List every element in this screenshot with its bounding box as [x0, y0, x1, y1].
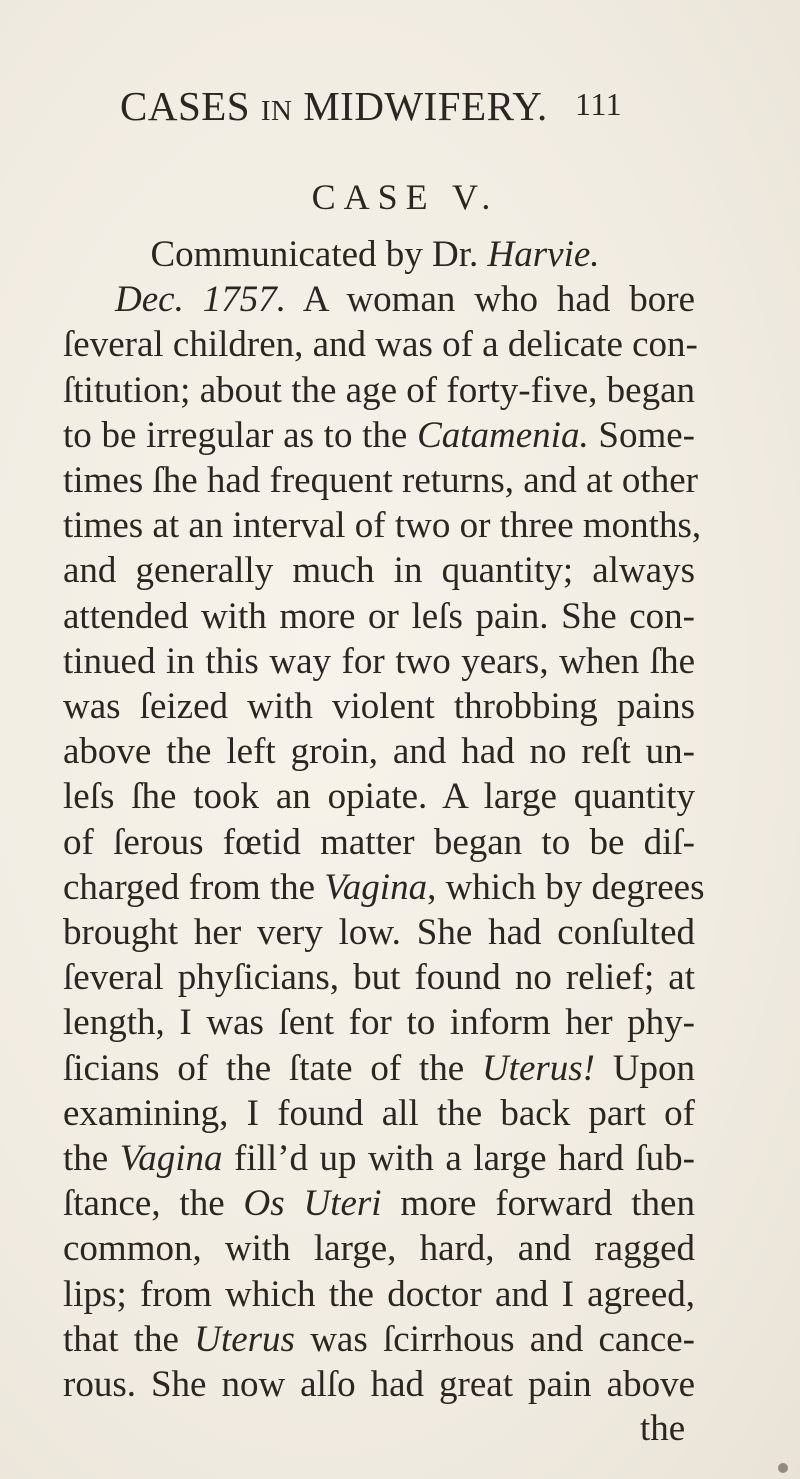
body-line-6: times at an interval of two or three months,	[63, 505, 702, 547]
page-number: 111	[575, 86, 623, 122]
body-line-9: tinued in this way for two years, when ſhe	[63, 640, 695, 682]
italic-term: Os Uteri	[243, 1183, 382, 1225]
body-line-1	[115, 277, 695, 323]
body-line-11: above the left groin, and had no reſt un-	[63, 731, 695, 773]
case-heading: CASE V.	[311, 177, 499, 217]
body-line-5: times ſhe had frequent returns, and at other	[63, 460, 698, 501]
italic-term: Uterus!	[481, 1047, 595, 1089]
entry-date: Dec. 1757.	[115, 279, 286, 321]
body-line-3: ſtitution; about the age of forty-five, began	[63, 369, 695, 411]
body-line-24	[63, 1317, 695, 1363]
line-text: , which by degrees	[427, 866, 705, 908]
italic-term: Vagina	[119, 1138, 223, 1179]
body-line-4	[63, 413, 695, 459]
body-line-22: common, with large, hard, and ragged	[63, 1228, 695, 1270]
line-text: ſtance, the	[63, 1183, 244, 1225]
header-in: IN	[260, 95, 293, 127]
header-cases: CASES	[120, 83, 251, 129]
body-line-18	[63, 1046, 695, 1092]
italic-term: Catamenia.	[417, 414, 589, 456]
body-line-20	[63, 1136, 695, 1182]
body-line-7: and generally much in quantity; always	[63, 550, 695, 592]
running-header	[120, 82, 680, 130]
body-line-19: examining, I found all the back part of	[63, 1092, 695, 1134]
body-line-23: lips; from which the doctor and I agreed,	[63, 1273, 695, 1315]
body-line-10: was ſeized with violent throbbing pains	[63, 686, 695, 727]
ink-stain	[778, 1463, 788, 1473]
line-text: the	[63, 1138, 120, 1179]
body-line-13: of ſerous fœtid matter began to be diſ-	[63, 821, 695, 863]
line-text: charged from the	[63, 866, 325, 908]
catchword: the	[640, 1408, 686, 1450]
body-line-14	[63, 865, 705, 911]
body-line-8: attended with more or leſs pain. She con-	[63, 595, 695, 637]
header-midwifery: MIDWIFERY.	[303, 83, 548, 129]
communicator-name: Harvie.	[487, 234, 600, 275]
body-line-21	[63, 1181, 695, 1227]
body-line-12: leſs ſhe took an opiate. A large quantity	[63, 776, 695, 818]
body-line-16: ſeveral phyſicians, but found no relief; at	[63, 957, 695, 999]
communicated-text: Communicated by Dr.	[150, 234, 488, 275]
body-line-2: ſeveral children, and was of a delicate con-	[63, 324, 698, 366]
line-text: more forward then	[381, 1183, 695, 1225]
line-text: was ſcirrhous and cance-	[294, 1318, 696, 1360]
communicated-line	[95, 232, 655, 278]
line-text: A woman who had bore	[285, 279, 695, 321]
line-text: that the	[63, 1318, 195, 1360]
line-text: Some-	[588, 414, 696, 456]
line-text: ſicians of the ſtate of the	[63, 1047, 482, 1089]
body-line-15: brought her very low. She had conſulted	[63, 912, 695, 953]
line-text: Upon	[594, 1047, 695, 1089]
italic-term: Uterus	[194, 1318, 295, 1360]
body-line-25: rous. She now alſo had great pain above	[63, 1364, 695, 1405]
body-line-17: length, I was ſent for to inform her phy-	[63, 1002, 695, 1044]
italic-term: Vagina	[324, 866, 428, 908]
line-text: fill’d up with a large hard ſub-	[222, 1138, 695, 1179]
line-text: to be irregular as to the	[63, 414, 418, 456]
